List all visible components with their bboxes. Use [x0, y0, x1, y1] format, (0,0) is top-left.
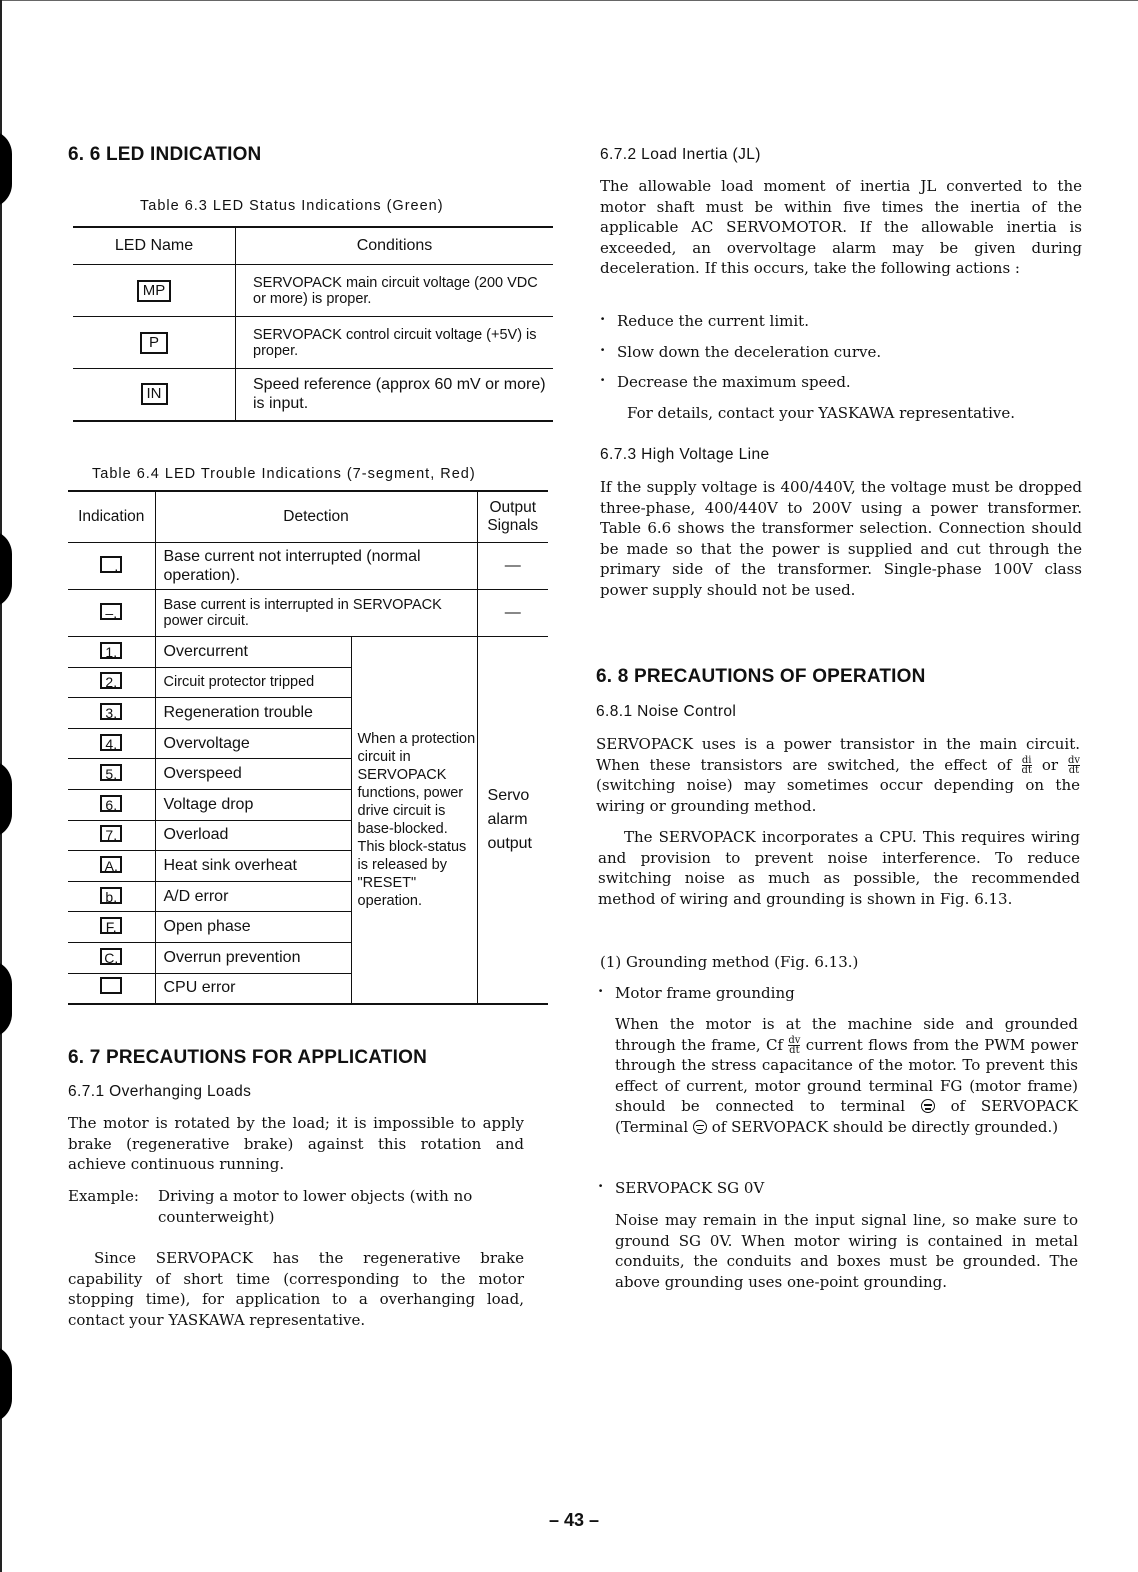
protection-note: When a protection circuit in SERVOPACK functions, power drive circuit is base-blocked. This block-status is released by "RESET" operation. [351, 637, 477, 1004]
text-run: current flows from the PWM power through the stress capacitance of the motor. To prevent this effect of current, motor ground terminal FG (motor frame) should be connected to terminal [615, 1035, 1078, 1116]
table-6-3 [73, 226, 553, 422]
table-6-4 [68, 490, 548, 1005]
binder-hole [0, 530, 12, 608]
detection-cell: Overload [155, 820, 351, 851]
led-label: P [140, 332, 168, 354]
text-run: (switching noise) may sometimes occur depending on the wiring or grounding method. [596, 776, 1080, 815]
seven-seg-indicator: C. [100, 948, 122, 965]
table-row [68, 637, 548, 668]
text-run: of SERVOPACK (Terminal [615, 1097, 1078, 1136]
motor-frame-text [615, 1014, 1078, 1138]
detection-cell: Circuit protector tripped [155, 667, 351, 698]
contact-note: For details, contact your YASKAWA representative. [627, 403, 1015, 422]
seven-seg-indicator [100, 977, 122, 994]
table-6-3-caption: Table 6.3 LED Status Indications (Green) [140, 198, 444, 214]
list-item: · Reduce the current limit. [600, 311, 1082, 332]
table-header: Detection [155, 491, 477, 543]
paragraph: The allowable load moment of inertia JL converted to the motor shaft must be within five times the inertia of the applicable AC SERVOMOTOR. If the allowable inertia is exceeded, an overvoltage alarm may be given during deceleration. If this occurs, take the following actions : [600, 177, 1082, 278]
text-run: or [1041, 755, 1059, 774]
overhanging-loads-text [68, 1113, 524, 1175]
sg-0v-bullet [598, 1178, 1078, 1199]
table-header: Conditions [236, 227, 554, 265]
text-run: When the motor is at the machine side and grounded through the frame, Cf [615, 1015, 1078, 1054]
seven-seg-indicator: 3. [100, 703, 122, 720]
section-6-6-heading: 6. 6 LED INDICATION [68, 144, 262, 165]
sg-0v-text [615, 1210, 1078, 1292]
list-item: · Motor frame grounding [598, 983, 1078, 1004]
dv-dt-fraction: $\frac{dv}{dt}$ [1067, 755, 1080, 777]
seven-seg-indicator: . [100, 556, 122, 573]
load-inertia-text [600, 176, 1082, 279]
detection-cell: CPU error [155, 973, 351, 1004]
section-6-7-2-title: 6.7.2 Load Inertia (JL) [600, 146, 761, 163]
table-6-4-caption: Table 6.4 LED Trouble Indications (7-segment, Red) [92, 466, 476, 482]
seven-seg-indicator: 5. [100, 764, 122, 781]
table-header: LED Name [73, 227, 236, 265]
detection-cell: Base current is interrupted in SERVOPACK power circuit. [155, 590, 477, 637]
section-6-7-3-title: 6.7.3 High Voltage Line [600, 446, 770, 463]
servo-alarm-output: Servo alarm output [477, 637, 548, 1004]
binder-hole [0, 960, 12, 1038]
noise-control-text [596, 734, 1080, 816]
seven-seg-indicator: 1. [100, 642, 122, 659]
section-6-7-heading: 6. 7 PRECAUTIONS FOR APPLICATION [68, 1047, 427, 1068]
seven-seg-indicator: 6. [100, 795, 122, 812]
detection-cell: Heat sink overheat [155, 851, 351, 882]
section-6-8-heading: 6. 8 PRECAUTIONS OF OPERATION [596, 666, 926, 687]
seven-seg-indicator: –. [100, 603, 122, 620]
paragraph: The motor is rotated by the load; it is impossible to apply brake (regenerative brake) against this rotation and achieve continuous running. [68, 1114, 524, 1174]
list-item: · Slow down the deceleration curve. [600, 342, 1082, 363]
seven-seg-indicator: 7. [100, 825, 122, 842]
seven-seg-indicator: A. [100, 856, 122, 873]
section-6-8-1-title: 6.8.1 Noise Control [596, 703, 737, 720]
binder-hole [0, 760, 12, 838]
di-dt-fraction: $\frac{di}{dt}$ [1021, 755, 1032, 777]
cpu-noise-text [598, 827, 1080, 909]
detection-cell: Regeneration trouble [155, 698, 351, 729]
high-voltage-text [600, 477, 1082, 601]
table-row [73, 265, 553, 317]
binder-hole [0, 130, 12, 208]
condition-cell: Speed reference (approx 60 mV or more) is input. [236, 369, 554, 421]
motor-frame-grounding-bullet [598, 983, 1078, 1004]
detection-cell: Voltage drop [155, 789, 351, 820]
detection-cell: Base current not interrupted (normal operation). [155, 543, 477, 590]
table-row [73, 369, 553, 421]
binder-hole [0, 1345, 12, 1423]
list-item: · SERVOPACK SG 0V [598, 1178, 1078, 1199]
paragraph: The SERVOPACK incorporates a CPU. This requires wiring and provision to prevent noise interference. To reduce switching noise as much as possible, the recommended method of wiring and grounding is shown in Fig. 6.13. [598, 828, 1080, 908]
seven-seg-indicator: b. [100, 887, 122, 904]
seven-seg-indicator: F. [100, 917, 122, 934]
output-cell: — [477, 590, 548, 637]
dv-dt-fraction: $\frac{dv}{dt}$ [788, 1035, 801, 1057]
table-row [68, 543, 548, 590]
table-header: Indication [68, 491, 155, 543]
grounding-method-item: (1) Grounding method (Fig. 6.13.) [600, 953, 859, 971]
page-number: – 43 – [549, 1510, 600, 1530]
regenerative-brake-text [68, 1248, 524, 1330]
condition-cell: SERVOPACK main circuit voltage (200 VDC or more) is proper. [236, 265, 554, 317]
seven-seg-indicator: 4. [100, 734, 122, 751]
ground-symbol-icon [693, 1120, 707, 1134]
seven-seg-indicator: 2. [100, 672, 122, 689]
inertia-actions-list [600, 311, 1082, 423]
led-label: IN [141, 383, 168, 405]
example-label: Example: [68, 1187, 139, 1205]
condition-cell: SERVOPACK control circuit voltage (+5V) is proper. [236, 317, 554, 369]
led-label: MP [137, 280, 172, 302]
detection-cell: A/D error [155, 881, 351, 912]
detection-cell: Open phase [155, 912, 351, 943]
list-item: · Decrease the maximum speed. [600, 372, 1082, 393]
text-run: SERVOPACK uses is a power transistor in the main circuit. When these transistors are switched, the effect of [596, 735, 1080, 774]
detection-cell: Overcurrent [155, 637, 351, 668]
detection-cell: Overvoltage [155, 728, 351, 759]
example-text: Driving a motor to lower objects (with no counterweight) [158, 1187, 473, 1226]
text-run: of SERVOPACK should be directly grounded.) [711, 1117, 1059, 1136]
detection-cell: Overspeed [155, 759, 351, 790]
output-cell: — [477, 543, 548, 590]
paragraph: If the supply voltage is 400/440V, the voltage must be dropped three-phase, 400/440V to 200V using a power transformer. Table 6.6 shows the transformer selection. Connection should be made so that the power is supplied and cut through the primary side of the transformer. Single-phase 100V class power supply should not be used. [600, 478, 1082, 599]
paragraph: Noise may remain in the input signal line, so make sure to ground SG 0V. When motor wiring is contained in metal conduits, the conduits and boxes must be grounded. The above grounding uses one-point grounding. [615, 1211, 1078, 1291]
detection-cell: Overrun prevention [155, 942, 351, 973]
paragraph: Since SERVOPACK has the regenerative brake capability of short time (corresponding to the motor stopping time), for application to a overhanging load, contact your YASKAWA representative. [68, 1249, 524, 1329]
table-row [73, 317, 553, 369]
top-edge-line [0, 0, 1138, 1]
table-header: Output Signals [477, 491, 548, 543]
table-row [68, 590, 548, 637]
section-6-7-1-title: 6.7.1 Overhanging Loads [68, 1083, 252, 1100]
example-block [68, 1186, 524, 1227]
ground-symbol-icon [921, 1099, 935, 1113]
